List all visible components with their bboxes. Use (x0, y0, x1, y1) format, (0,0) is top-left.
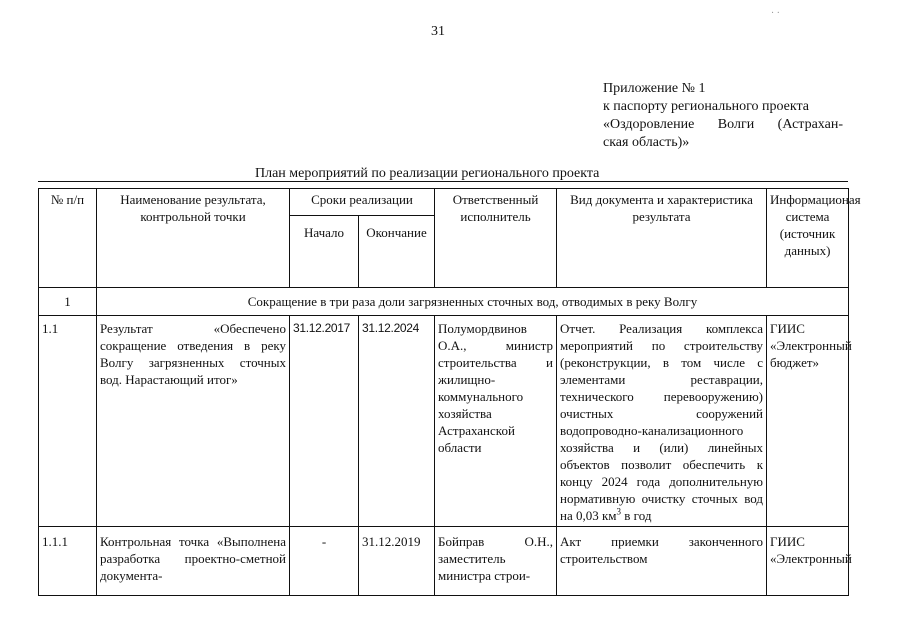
table-row (39, 527, 849, 596)
table-row (39, 316, 849, 527)
appendix-line-1: Приложение № 1 (603, 81, 706, 96)
appendix-line-3: «Оздоровление Волги (Астрахан- (603, 117, 843, 132)
title-rule (38, 181, 848, 182)
plan-table (38, 188, 861, 596)
header-end: Окончание (359, 216, 435, 288)
table-header-row-1 (39, 189, 849, 216)
row-1-end: 31.12.2024 (359, 316, 435, 527)
row-1-doc-main: Отчет. Реализация комплекса мероприятий по строительству (реконструкции, в том числе с элементами реставрации, технического перевооружению) очистных сооружений водопроводно-канализационного хозяйства и (или) линейных объектов позволит обеспечить к концу 2024 года дополнительную нормативную очистку сточных вод на 0,03 км (560, 321, 764, 523)
row-1-doc-tail: в год (621, 508, 652, 523)
plan-title: План мероприятий по реализации регионального проекта (255, 166, 600, 181)
row-1-doc (557, 316, 767, 527)
row-2-responsible: Бойправ О.Н., заместитель министра строи- (435, 527, 557, 596)
row-1-info: ГИИС «Электронный бюджет» (767, 316, 849, 527)
header-terms: Сроки реализации (290, 189, 435, 216)
header-doc: Вид документа и характеристика результата (557, 189, 767, 288)
row-2-info: ГИИС «Электронный (767, 527, 849, 596)
row-1-num: 1.1 (39, 316, 97, 527)
header-info: Информационая система (источник данных) (767, 189, 849, 288)
row-1-start: 31.12.2017 (290, 316, 359, 527)
row-2-doc: Акт приемки законченного строительством (557, 527, 767, 596)
row-1-name: Результат «Обеспечено сокращение отведения в реку Волгу загрязненных сточных вод. Нарастающий итог» (97, 316, 290, 527)
page-number: 31 (431, 24, 445, 39)
appendix-block (603, 80, 843, 152)
header-num: № п/п (39, 189, 97, 288)
row-1-responsible: Полумордвинов О.А., министр строительства и жилищно-коммунального хозяйства Астраханской области (435, 316, 557, 527)
row-2-end: 31.12.2019 (359, 527, 435, 596)
header-start: Начало (290, 216, 359, 288)
row-2-start: - (290, 527, 359, 596)
header-name: Наименование результата, контрольной точки (97, 189, 290, 288)
row-1-doc-sup: 3 (616, 506, 622, 517)
scan-mark: · · (770, 8, 780, 19)
appendix-line-4: ская область)» (603, 135, 690, 150)
section-row (39, 288, 849, 316)
section-num: 1 (39, 288, 97, 316)
header-responsible: Ответственный исполнитель (435, 189, 557, 288)
section-title: Сокращение в три раза доли загрязненных сточных вод, отводимых в реку Волгу (97, 288, 849, 316)
row-2-num: 1.1.1 (39, 527, 97, 596)
row-2-name: Контрольная точка «Выполнена разработка проектно-сметной документа- (97, 527, 290, 596)
appendix-line-2: к паспорту регионального проекта (603, 99, 809, 114)
